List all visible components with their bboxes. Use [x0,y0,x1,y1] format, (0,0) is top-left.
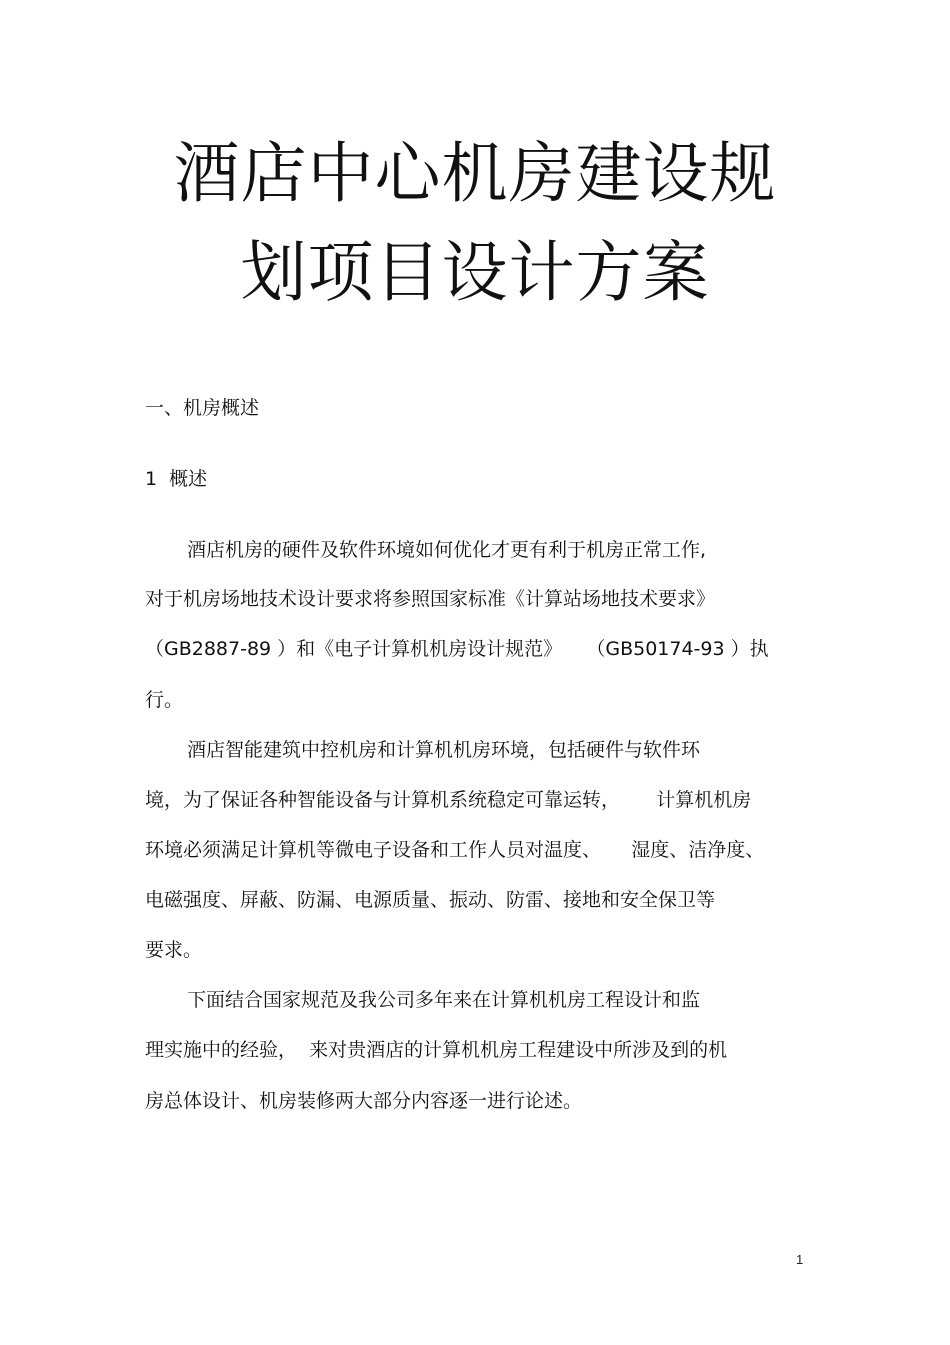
section-heading: 一、机房概述 [145,397,260,419]
paragraph-2-line-1: 酒店智能建筑中控机房和计算机机房环境，包括硬件与软件环 [187,739,701,761]
paragraph-2-line-2: 境，为了保证各种智能设备与计算机系统稳定可靠运转， 计算机机房 [145,789,752,811]
paragraph-2-line-3: 环境必须满足计算机等微电子设备和工作人员对温度、 湿度、洁净度、 [145,839,765,861]
paragraph-3-line-1: 下面结合国家规范及我公司多年来在计算机机房工程设计和监 [187,989,701,1011]
paragraph-3-line-2: 理实施中的经验， 来对贵酒店的计算机机房工程建设中所涉及到的机 [145,1039,728,1061]
paragraph-2-line-4: 电磁强度、屏蔽、防漏、电源质量、振动、防雷、接地和安全保卫等 [145,889,716,911]
paragraph-1-line-1: 酒店机房的硬件及软件环境如何优化才更有利于机房正常工作, [187,539,707,561]
paragraph-1-line-4: 行。 [145,689,184,711]
paragraph-1-line-2: 对于机房场地技术设计要求将参照国家标准《计算站场地技术要求》 [145,588,716,610]
document-title-line-2: 划项目设计方案 [240,234,710,311]
paragraph-2-line-5: 要求。 [145,939,203,961]
paragraph-1-line-3: （GB2887-89 ）和《电子计算机机房设计规范》 （GB50174-93 ）执 [145,638,769,660]
paragraph-3-line-3: 房总体设计、机房装修两大部分内容逐一进行论述。 [145,1090,583,1112]
page-number: 1 [796,1252,804,1267]
subsection-heading: 1 概述 [145,468,208,490]
document-title-line-1: 酒店中心机房建设规 [173,135,777,212]
